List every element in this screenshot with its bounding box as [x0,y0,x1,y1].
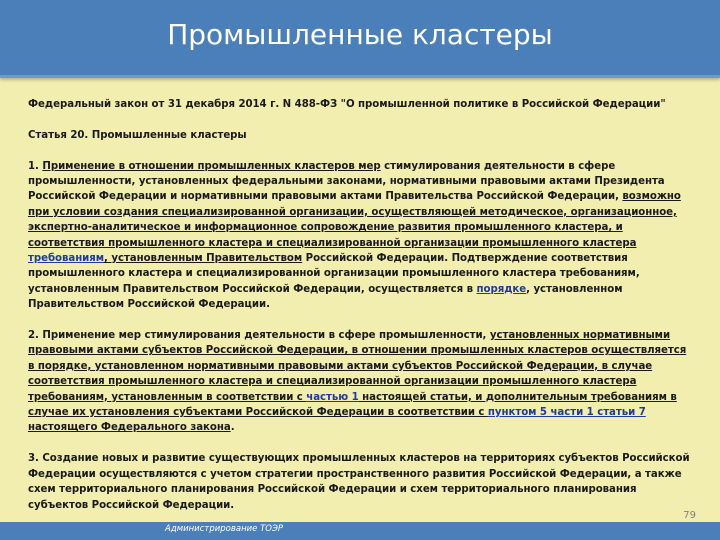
p1-underlined-2[interactable]: возможно при условии создания специализированной организации, осуществляющей методическое, организационное, экспертно-аналитическое и информационное сопровождение развития промышленного кластера, и соответствия промышленного кластера и специализированной организации промышленного кластера [28,191,681,249]
p1-link-procedure[interactable]: порядке [476,283,527,295]
p1-number: 1. [28,160,43,172]
p2-underlined-3[interactable]: настоящего Федерального закона [28,422,231,434]
p1-text-1: стимулирования деятельности в сфере промышленности, установленных федеральными законами, нормативными правовыми актами Президента Российской Федерации и нормативными правовыми актами Правительства Российской Федерации, [28,160,665,203]
body-text [28,97,693,528]
p2-text-1: 2. Применение мер стимулирования деятельности в сфере промышленности, [28,330,490,342]
p1-underlined-3[interactable]: , установленным Правительством [104,253,303,265]
page-number: 79 [683,510,696,521]
p2-link-part-1[interactable]: частью 1 [306,391,359,403]
law-title: Федеральный закон от 31 декабря 2014 г. N 488-ФЗ "О промышленной политике в Российской Федерации" [28,99,666,110]
paragraph-3: 3. Создание новых и развитие существующих промышленных кластеров на территориях субъектов Российской Федерации осуществляются с учетом стратегии пространственного развития Российской Федерации, а также схем территориального планирования Российской Федерации и схем территориального планирования субъектов Российской Федерации. [28,453,690,511]
p2-text-2: . [230,422,235,434]
p2-link-clause-5[interactable]: пунктом 5 части 1 статьи 7 [487,407,646,419]
p2-underlined-2[interactable]: настоящей статьи, и дополнительным требованиям в случае их установления субъектами Российской Федерации в соответствии с [28,391,677,419]
p1-link-requirements[interactable]: требованиям [28,253,105,265]
paragraph-1 [28,159,693,313]
slide-title: Промышленные кластеры [167,18,553,51]
paragraph-2 [28,328,693,436]
footer-text: Администрирование ТОЭР [165,524,284,534]
p1-underlined-1[interactable]: Применение в отношении промышленных кластеров мер [42,160,381,172]
article-title: Статья 20. Промышленные кластеры [28,129,247,141]
p1-text-3: , установленном Правительством Российской Федерации. [28,283,623,311]
p1-text-2: Российской Федерации. Подтверждение соответствия промышленного кластера и специализированной организации промышленного кластера требованиям, установленным Правительством Российской Федерации, осуществляется в [28,253,640,295]
p2-underlined-1[interactable]: установленных нормативными правовыми актами субъектов Российской Федерации, в отношении промышленных кластеров осуществляется в порядке, установленном нормативными правовыми актами субъектов Российской Федерации, в случае соответствия промышленного кластера и специализированной организации промышленного кластера требованиям, установленным в соответствии с [28,330,687,403]
footer-bar [0,522,720,540]
header-bar [0,0,720,78]
